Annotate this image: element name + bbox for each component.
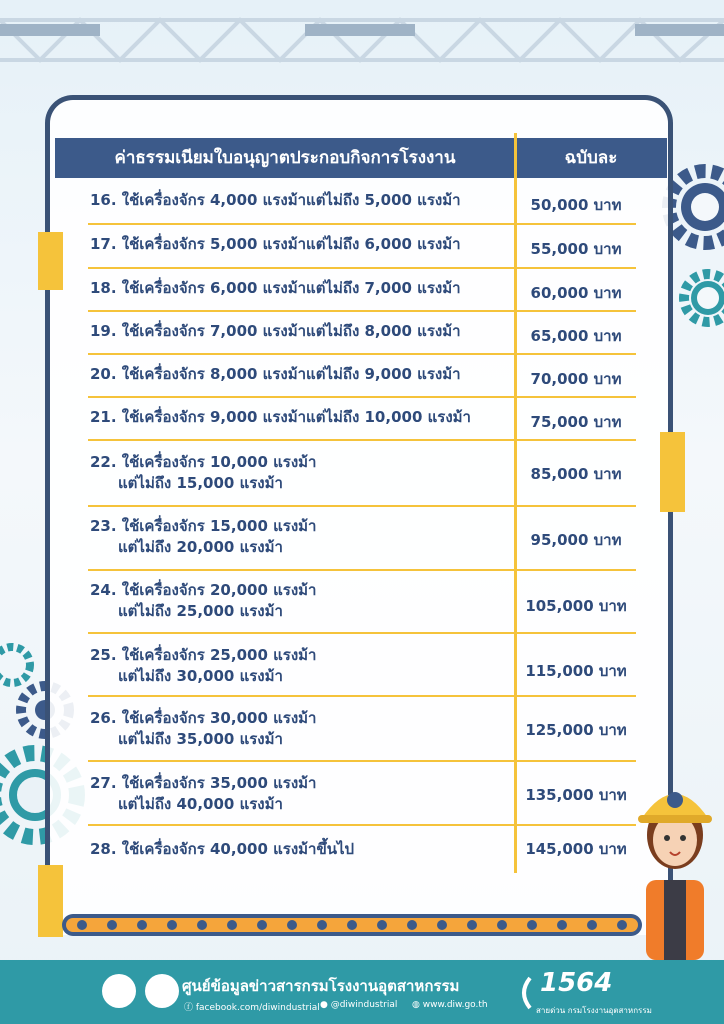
hotline-number: 1564	[540, 968, 613, 998]
frame-bracket	[38, 232, 63, 290]
diw-logo	[145, 974, 179, 1008]
row-price: 50,000 บาท	[530, 196, 622, 214]
row-description: 18. ใช้เครื่องจักร 6,000 แรงม้าแต่ไม่ถึง 7,000 แรงม้า	[90, 279, 461, 297]
row-description: 20. ใช้เครื่องจักร 8,000 แรงม้าแต่ไม่ถึง 9,000 แรงม้า	[90, 365, 461, 383]
row-description: 21. ใช้เครื่องจักร 9,000 แรงม้าแต่ไม่ถึง 10,000 แรงม้า	[90, 408, 471, 426]
row-price: 70,000 บาท	[530, 370, 622, 388]
row-price: 115,000 บาท	[525, 662, 627, 680]
row-price: 55,000 บาท	[530, 240, 622, 258]
row-description: 27. ใช้เครื่องจักร 35,000 แรงม้า แต่ไม่ถึง 40,000 แรงม้า	[90, 774, 317, 813]
row-description: 24. ใช้เครื่องจักร 20,000 แรงม้า แต่ไม่ถึง 25,000 แรงม้า	[90, 581, 317, 620]
steel-truss-decoration	[0, 0, 724, 110]
table-row	[88, 311, 636, 355]
ministry-logo	[102, 974, 136, 1008]
row-price: 75,000 บาท	[530, 413, 622, 431]
header-per-license: ฉบับละ	[564, 148, 618, 168]
facebook-link[interactable]: ⓕ facebook.com/diwindustrial	[184, 1003, 320, 1013]
row-description: 23. ใช้เครื่องจักร 15,000 แรงม้า แต่ไม่ถึง 20,000 แรงม้า	[90, 517, 317, 556]
table-row	[88, 397, 636, 441]
row-description: 19. ใช้เครื่องจักร 7,000 แรงม้าแต่ไม่ถึง 8,000 แรงม้า	[90, 322, 461, 340]
frame-bracket	[38, 865, 63, 937]
hotline-label: สายด่วน กรมโรงงานอุตสาหกรรม	[536, 1006, 652, 1015]
globe-icon: ◍	[412, 1000, 423, 1010]
row-price: 135,000 บาท	[525, 786, 627, 804]
table-row	[88, 696, 636, 762]
row-description: 25. ใช้เครื่องจักร 25,000 แรงม้า แต่ไม่ถึง 30,000 แรงม้า	[90, 646, 317, 685]
header-fee-title: ค่าธรรมเนียมใบอนุญาตประกอบกิจการโรงงาน	[114, 148, 456, 168]
website-link[interactable]: ◍ www.diw.go.th	[412, 1000, 488, 1010]
row-price: 85,000 บาท	[530, 465, 622, 483]
worker-illustration	[624, 760, 724, 960]
table-row	[88, 761, 636, 826]
footer-bar	[0, 960, 724, 1024]
table-row	[88, 268, 636, 312]
facebook-icon: ⓕ	[184, 1003, 196, 1013]
row-description: 16. ใช้เครื่องจักร 4,000 แรงม้าแต่ไม่ถึง 5,000 แรงม้า	[90, 191, 461, 209]
table-header	[55, 138, 667, 178]
row-description: 17. ใช้เครื่องจักร 5,000 แรงม้าแต่ไม่ถึง 6,000 แรงม้า	[90, 235, 461, 253]
row-price: 125,000 บาท	[525, 721, 627, 739]
conveyor-belt-decoration	[62, 912, 642, 938]
phone-icon	[516, 976, 536, 1010]
table-row	[88, 180, 636, 225]
twitter-link[interactable]: ● @diwindustrial	[320, 1000, 398, 1010]
table-row	[88, 825, 636, 873]
frame-bracket	[660, 432, 685, 512]
table-row	[88, 224, 636, 269]
row-price: 95,000 บาท	[530, 531, 622, 549]
twitter-icon: ●	[320, 1000, 331, 1010]
row-description: 22. ใช้เครื่องจักร 10,000 แรงม้า แต่ไม่ถึง 15,000 แรงม้า	[90, 453, 317, 492]
row-description: 28. ใช้เครื่องจักร 40,000 แรงม้าขึ้นไป	[90, 840, 355, 858]
row-price: 60,000 บาท	[530, 284, 622, 302]
table-row	[88, 354, 636, 398]
row-description: 26. ใช้เครื่องจักร 30,000 แรงม้า แต่ไม่ถึง 35,000 แรงม้า	[90, 709, 317, 748]
table-row	[88, 506, 636, 571]
info-center-name: ศูนย์ข้อมูลข่าวสารกรมโรงงานอุตสาหกรรม	[182, 977, 460, 995]
table-row	[88, 633, 636, 697]
row-price: 105,000 บาท	[525, 597, 627, 615]
table-row	[88, 570, 636, 634]
gear-icon	[670, 260, 724, 340]
table-row	[88, 440, 636, 507]
row-price: 145,000 บาท	[525, 840, 627, 858]
row-price: 65,000 บาท	[530, 327, 622, 345]
